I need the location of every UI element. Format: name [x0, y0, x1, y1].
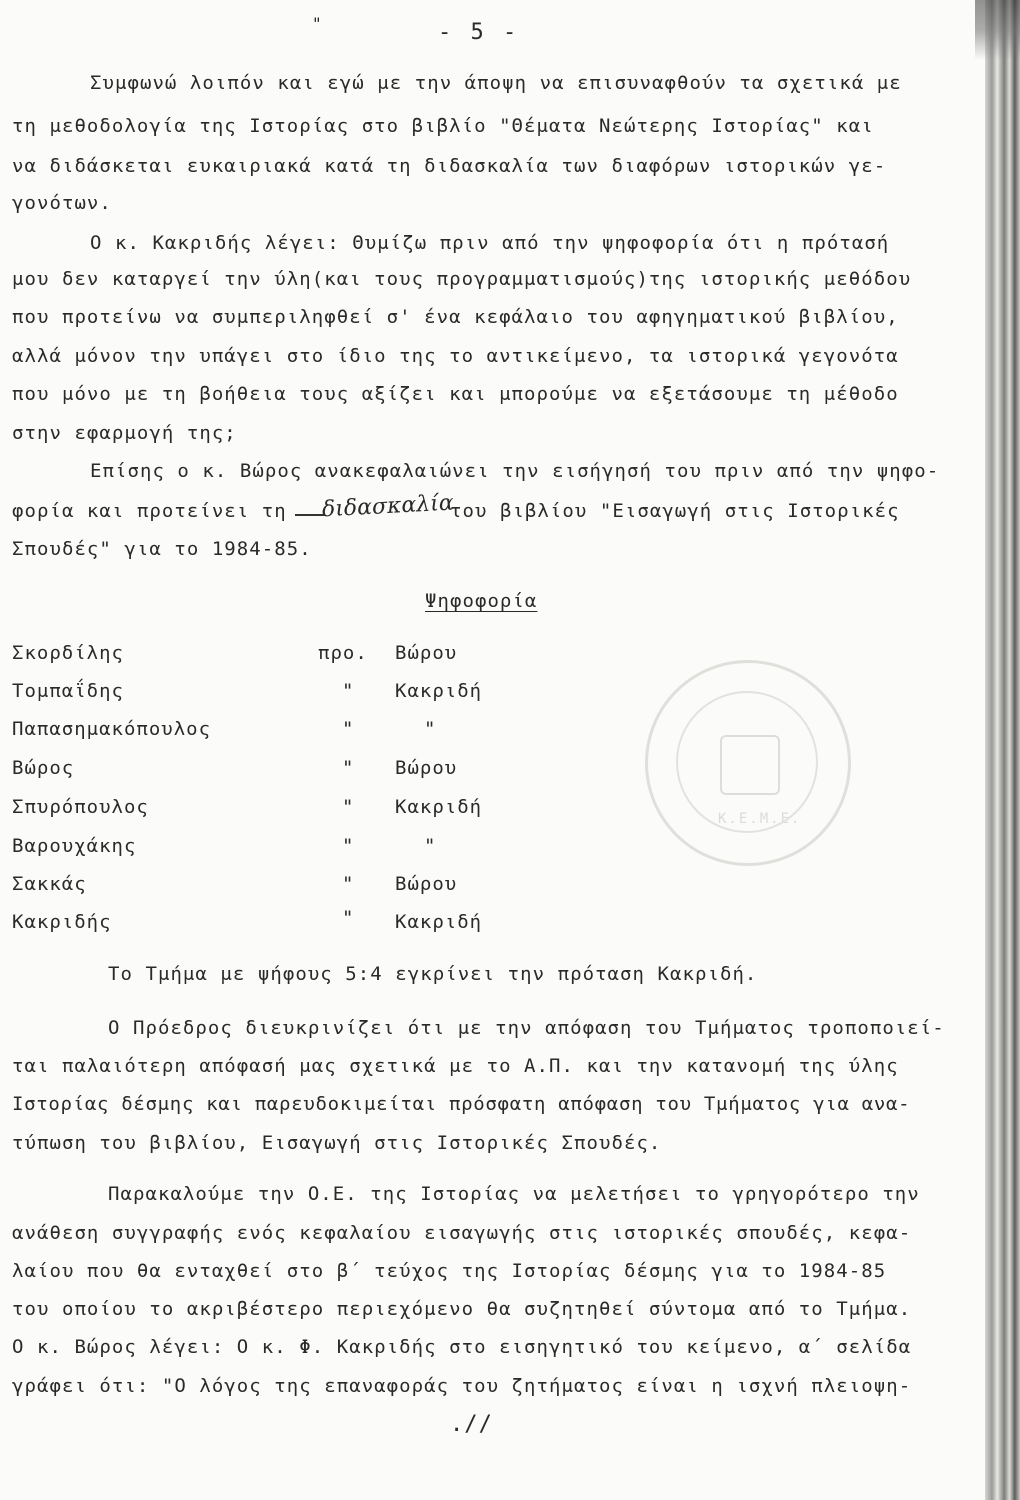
- body-line-1: Συμφωνώ λοιπόν και εγώ με την άποψη να επισυναφθούν τα σχετικά με: [90, 72, 902, 94]
- vote-name: Σπυρόπουλος: [12, 796, 149, 818]
- vote-mark: ": [342, 835, 355, 857]
- vote-choice: ": [424, 835, 437, 857]
- body2-line-2: Ο Πρόεδρος διευκρινίζει ότι με την απόφαση του Τμήματος τροποποιεί-: [108, 1017, 945, 1039]
- body-line-11: Επίσης ο κ. Βώρος ανακεφαλαιώνει την εισήγησή του πριν από την ψηφο-: [90, 460, 940, 482]
- body-line-7: που προτείνω να συμπεριληφθεί σ' ένα κεφάλαιο του αφηγηματικού βιβλίου,: [12, 306, 899, 328]
- stamp-emblem-icon: [720, 735, 780, 795]
- vote-choice: Κακριδή: [395, 796, 483, 818]
- body-line-12b: του βιβλίου "Εισαγωγή στις Ιστορικές: [450, 500, 900, 522]
- body2-line-1: Το Τμήμα με ψήφους 5:4 εγκρίνει την πρόταση Κακριδή.: [108, 963, 758, 985]
- body-line-4: γονότων.: [12, 192, 112, 214]
- vote-name: Βώρος: [12, 757, 75, 779]
- vote-name: Βαρουχάκης: [12, 835, 137, 857]
- vote-choice: Κακριδή: [395, 911, 483, 933]
- struck-word: [295, 514, 325, 516]
- handwritten-insert: διδασκαλία: [321, 490, 455, 523]
- page-edge: [985, 0, 1020, 1500]
- continuation-mark: .//: [450, 1412, 493, 1437]
- body-line-10: στην εφαρμογή της;: [12, 422, 237, 444]
- body2-line-8: λαίου που θα ενταχθεί στο β΄ τεύχος της Ιστορίας δέσμης για το 1984-85: [12, 1260, 887, 1282]
- body2-line-11: γράφει ότι: "Ο λόγος της επαναφοράς του ζητήματος είναι η ισχνή πλειοψη-: [12, 1375, 912, 1397]
- vote-mark: ": [342, 796, 355, 818]
- vote-mark: ": [342, 907, 355, 929]
- vote-choice: ": [424, 718, 437, 740]
- tick-mark: ": [312, 14, 323, 33]
- vote-choice: Κακριδή: [395, 680, 483, 702]
- vote-mark: προ.: [318, 642, 368, 664]
- body2-line-6: Παρακαλούμε την Ο.Ε. της Ιστορίας να μελετήσει το γρηγορότερο την: [108, 1183, 920, 1205]
- body-line-5: Ο κ. Κακριδής λέγει: Θυμίζω πριν από την ψηφοφορία ότι η πρότασή: [90, 232, 890, 254]
- vote-mark: ": [342, 873, 355, 895]
- vote-name: Σκορδίλης: [12, 642, 124, 664]
- vote-choice: Βώρου: [395, 757, 458, 779]
- body-line-2: τη μεθοδολογία της Ιστορίας στο βιβλίο "Θέματα Νεώτερης Ιστορίας" και: [12, 115, 874, 137]
- vote-choice: Βώρου: [395, 873, 458, 895]
- body2-line-5: τύπωση του βιβλίου, Εισαγωγή στις Ιστορικές Σπουδές.: [12, 1132, 662, 1154]
- vote-choice: Βώρου: [395, 642, 458, 664]
- vote-mark: ": [342, 718, 355, 740]
- body-line-3: να διδάσκεται ευκαιριακά κατά τη διδασκαλία των διαφόρων ιστορικών γε-: [12, 155, 887, 177]
- body-line-8: αλλά μόνον την υπάγει στο ίδιο της το αντικείμενο, τα ιστορικά γεγονότα: [12, 345, 899, 367]
- vote-mark: ": [342, 757, 355, 779]
- vote-name: Παπασημακόπουλος: [12, 718, 212, 740]
- vote-name: Σακκάς: [12, 873, 87, 895]
- vote-name: Κακριδής: [12, 911, 112, 933]
- body2-line-9: του οποίου το ακριβέστερο περιεχόμενο θα συζητηθεί σύντομα από το Τμήμα.: [12, 1298, 912, 1320]
- vote-mark: ": [342, 680, 355, 702]
- body-line-9: που μόνο με τη βοήθεια τους αξίζει και μπορούμε να εξετάσουμε τη μέθοδο: [12, 383, 899, 405]
- stamp-bottom-text: Κ.Ε.Μ.Ε.: [718, 811, 802, 827]
- vote-name: Τομπαΐδης: [12, 680, 124, 702]
- body2-line-4: Ιστορίας δέσμης και παρευδοκιμείται πρόσφατη απόφαση του Τμήματος για ανα-: [12, 1093, 911, 1115]
- body-line-12a: φορία και προτείνει τη: [12, 500, 287, 522]
- vote-heading: Ψηφοφορία: [425, 590, 538, 612]
- body-line-6: μου δεν καταργεί την ύλη(και τους προγραμματισμούς)της ιστορικής μεθόδου: [12, 268, 912, 290]
- body2-line-10: Ο κ. Βώρος λέγει: Ο κ. Φ. Κακριδής στο εισηγητικό του κείμενο, α΄ σελίδα: [12, 1336, 912, 1358]
- body2-line-3: ται παλαιότερη απόφασή μας σχετικά με το Α.Π. και την κατανομή της ύλης: [12, 1055, 899, 1077]
- body2-line-7: ανάθεση συγγραφής ενός κεφαλαίου εισαγωγής στις ιστορικές σπουδές, κεφα-: [12, 1222, 912, 1244]
- page-edge-shadow: [975, 0, 1020, 60]
- page-number: - 5 -: [438, 20, 520, 45]
- official-stamp: [645, 660, 851, 866]
- body-line-13: Σπουδές" για το 1984-85.: [12, 538, 312, 560]
